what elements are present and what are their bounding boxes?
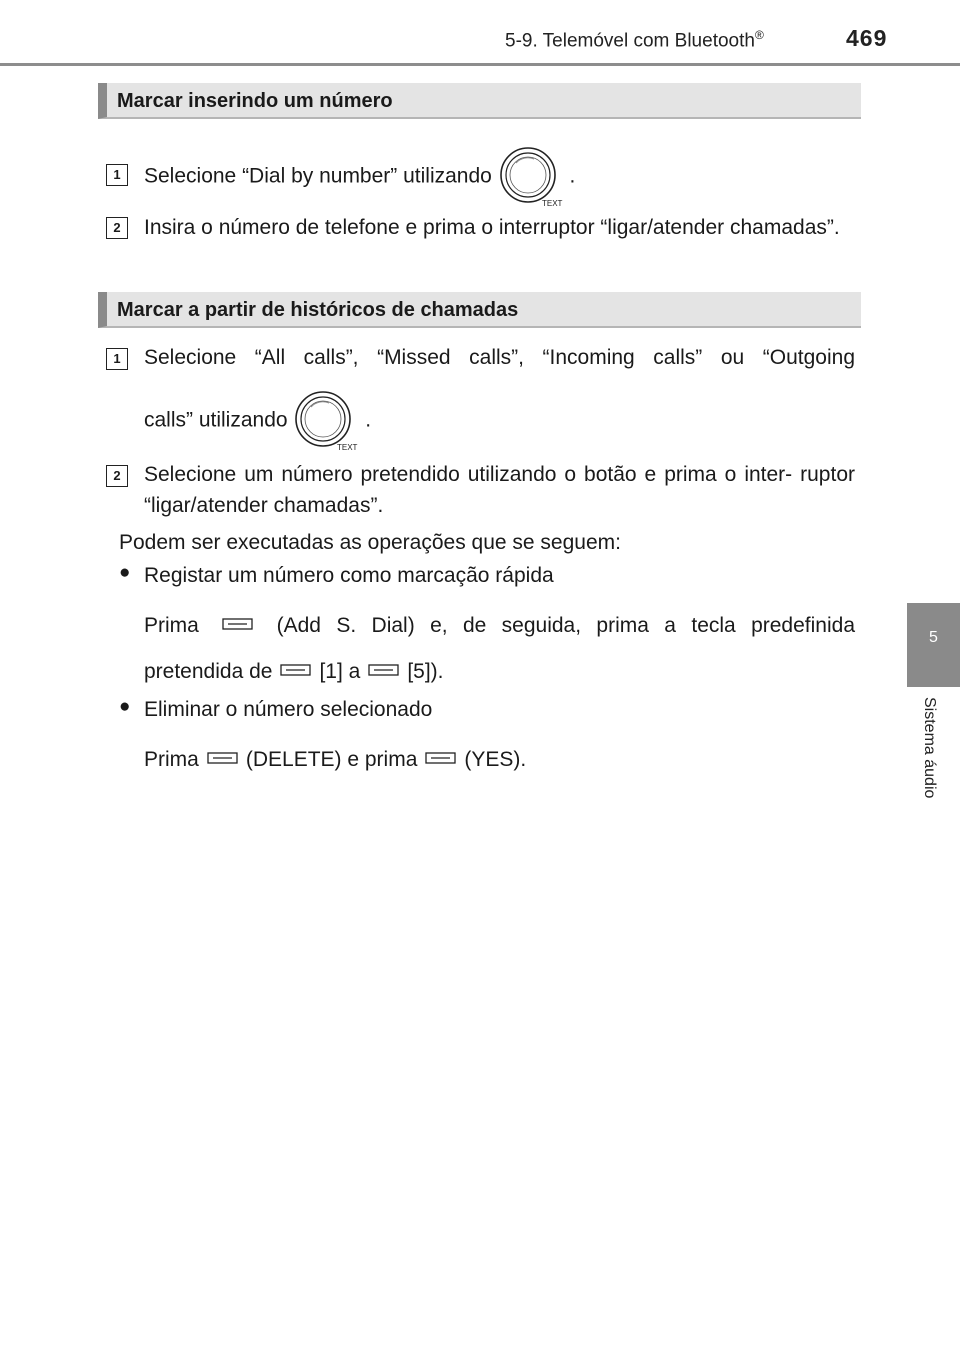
- operation-title: Registar um número como marcação rápida: [144, 564, 554, 587]
- softkey-icon: [425, 752, 456, 764]
- bullet: ●: [119, 562, 131, 583]
- section-title: Marcar inserindo um número: [117, 90, 393, 112]
- header-divider: [0, 63, 960, 66]
- knob-label: TEXT: [337, 443, 358, 452]
- operation-instruction: Prima (DELETE) e prima (YES).: [144, 748, 527, 771]
- tune-knob-icon: [498, 146, 564, 208]
- step-number: 2: [106, 217, 128, 239]
- step-number: 1: [106, 348, 128, 370]
- section-heading: [98, 83, 861, 119]
- step-text: Selecione “Dial by number” utilizando TEXT .: [144, 146, 575, 208]
- section-heading: [98, 292, 861, 328]
- chapter-tab: [907, 603, 960, 687]
- step-text: Selecione “All calls”, “Missed calls”, “Incoming calls” ou “Outgoing: [144, 346, 855, 369]
- section-title: Marcar a partir de históricos de chamadas: [117, 299, 519, 321]
- knob-label: TEXT: [541, 199, 563, 208]
- softkey-icon: [207, 752, 238, 764]
- tune-knob-icon: [293, 390, 359, 452]
- operation-instruction: Prima (Add S. Dial) e, de seguida, prima a tecla predefinida: [144, 614, 855, 637]
- step-number: 2: [106, 465, 128, 487]
- step-text: Selecione um número pretendido utilizando o botão e prima o inter- ruptor “ligar/atender chamadas”.: [144, 463, 855, 517]
- operation-instruction-continued: pretendida de [1] a [5]).: [144, 660, 444, 683]
- chapter-title: 5-9. Telemóvel com Bluetooth®: [505, 28, 764, 52]
- registered-mark: ®: [754, 28, 764, 42]
- softkey-icon: [222, 618, 253, 630]
- step-text-continued: calls” utilizando TEXT .: [144, 390, 371, 452]
- bullet: ●: [119, 696, 131, 717]
- operation-title: Eliminar o número selecionado: [144, 698, 433, 721]
- page-number: 469: [846, 25, 888, 51]
- step-number: 1: [106, 164, 128, 186]
- operations-intro: Podem ser executadas as operações que se seguem:: [119, 531, 621, 554]
- step-text: Insira o número de telefone e prima o interruptor “ligar/atender chamadas”.: [144, 216, 840, 239]
- chapter-tab-label: Sistema áudio: [921, 697, 938, 799]
- chapter-tab-number: 5: [929, 629, 938, 646]
- softkey-icon: [280, 664, 311, 676]
- softkey-icon: [368, 664, 399, 676]
